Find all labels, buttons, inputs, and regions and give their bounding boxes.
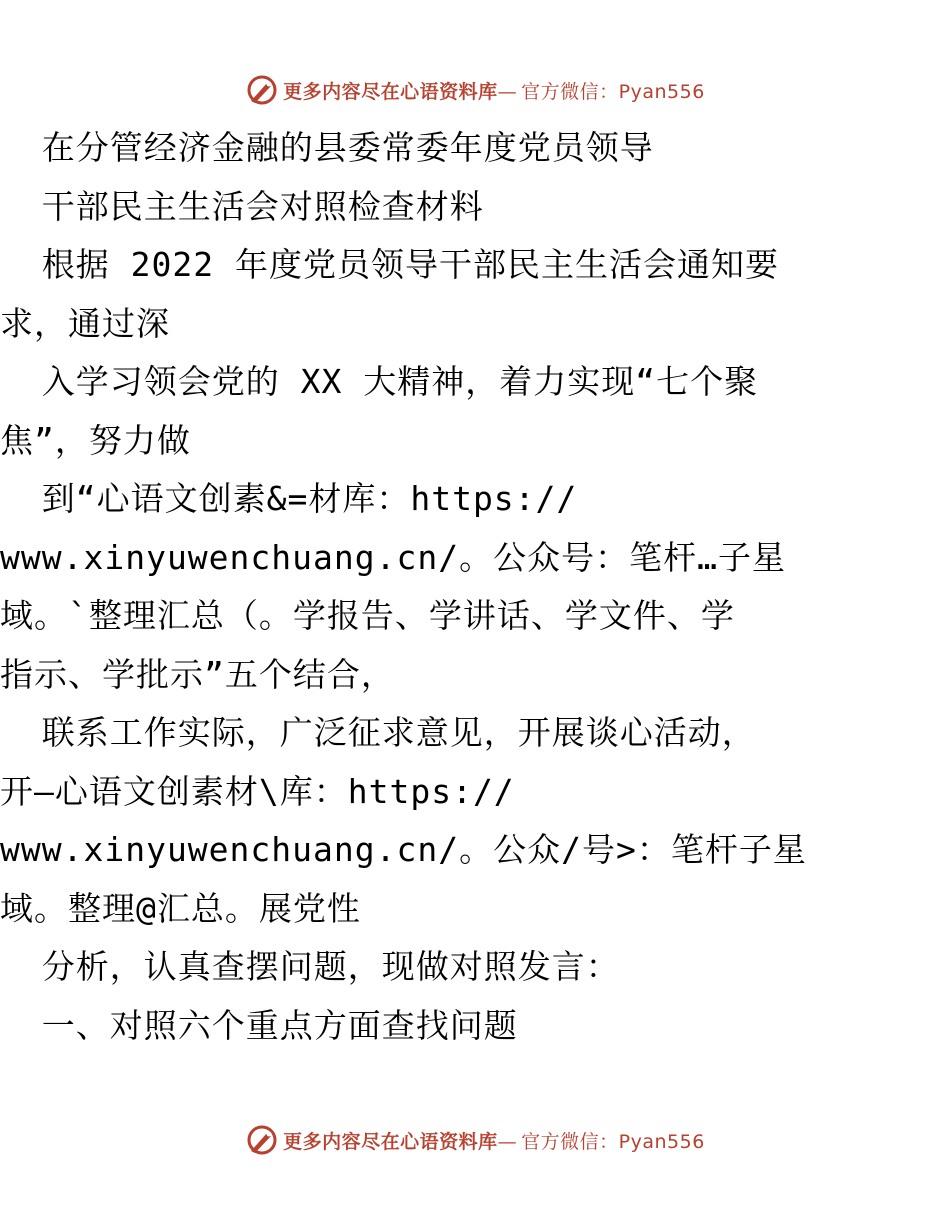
banner-wechat: 官方微信：Pyan556 — [521, 80, 705, 103]
banner-text — [283, 1127, 705, 1154]
document-line: www.xinyuwenchuang.cn/。公众号：笔杆…子星 — [0, 538, 786, 577]
banner-text — [283, 77, 705, 104]
banner-title: 更多内容尽在心语资料库 — [283, 80, 498, 103]
banner-title: 更多内容尽在心语资料库 — [283, 1130, 498, 1153]
document-line: 到“心语文创素&=材库：https:// — [0, 479, 578, 518]
document-line: 分析，认真查摆问题，现做对照发言： — [0, 947, 620, 986]
document-line: 域。`整理汇总（。学报告、学讲话、学文件、学 — [0, 596, 735, 635]
document-line: 一、对照六个重点方面查找问题 — [0, 1006, 518, 1045]
document-line: 焦”，努力做 — [0, 421, 191, 460]
pen-circle-logo-icon — [245, 73, 279, 107]
document-line: 求，通过深 — [0, 304, 170, 343]
banner-separator: — — [497, 1130, 518, 1153]
footer-banner — [0, 1120, 950, 1160]
document-line: www.xinyuwenchuang.cn/。公众/号>：笔杆子星 — [0, 830, 807, 869]
document-line: 指示、学批示”五个结合， — [0, 655, 395, 694]
banner-separator: — — [497, 80, 518, 103]
document-line: 联系工作实际，广泛征求意见，开展谈心活动， — [0, 713, 756, 752]
pen-circle-logo-icon — [245, 1123, 279, 1157]
document-line: 开—心语文创素材\库：https:// — [0, 772, 515, 811]
banner-wechat: 官方微信：Pyan556 — [521, 1130, 705, 1153]
document-line: 入学习领会党的 XX 大精神，着力实现“七个聚 — [0, 362, 759, 401]
document-line: 干部民主生活会对照检查材料 — [0, 187, 484, 226]
document-line: 在分管经济金融的县委常委年度党员领导 — [0, 128, 654, 167]
header-banner — [0, 70, 950, 110]
document-line: 域。整理@汇总。展党性 — [0, 889, 361, 928]
document-line: 根据 2022 年度党员领导干部民主生活会通知要 — [0, 245, 779, 284]
